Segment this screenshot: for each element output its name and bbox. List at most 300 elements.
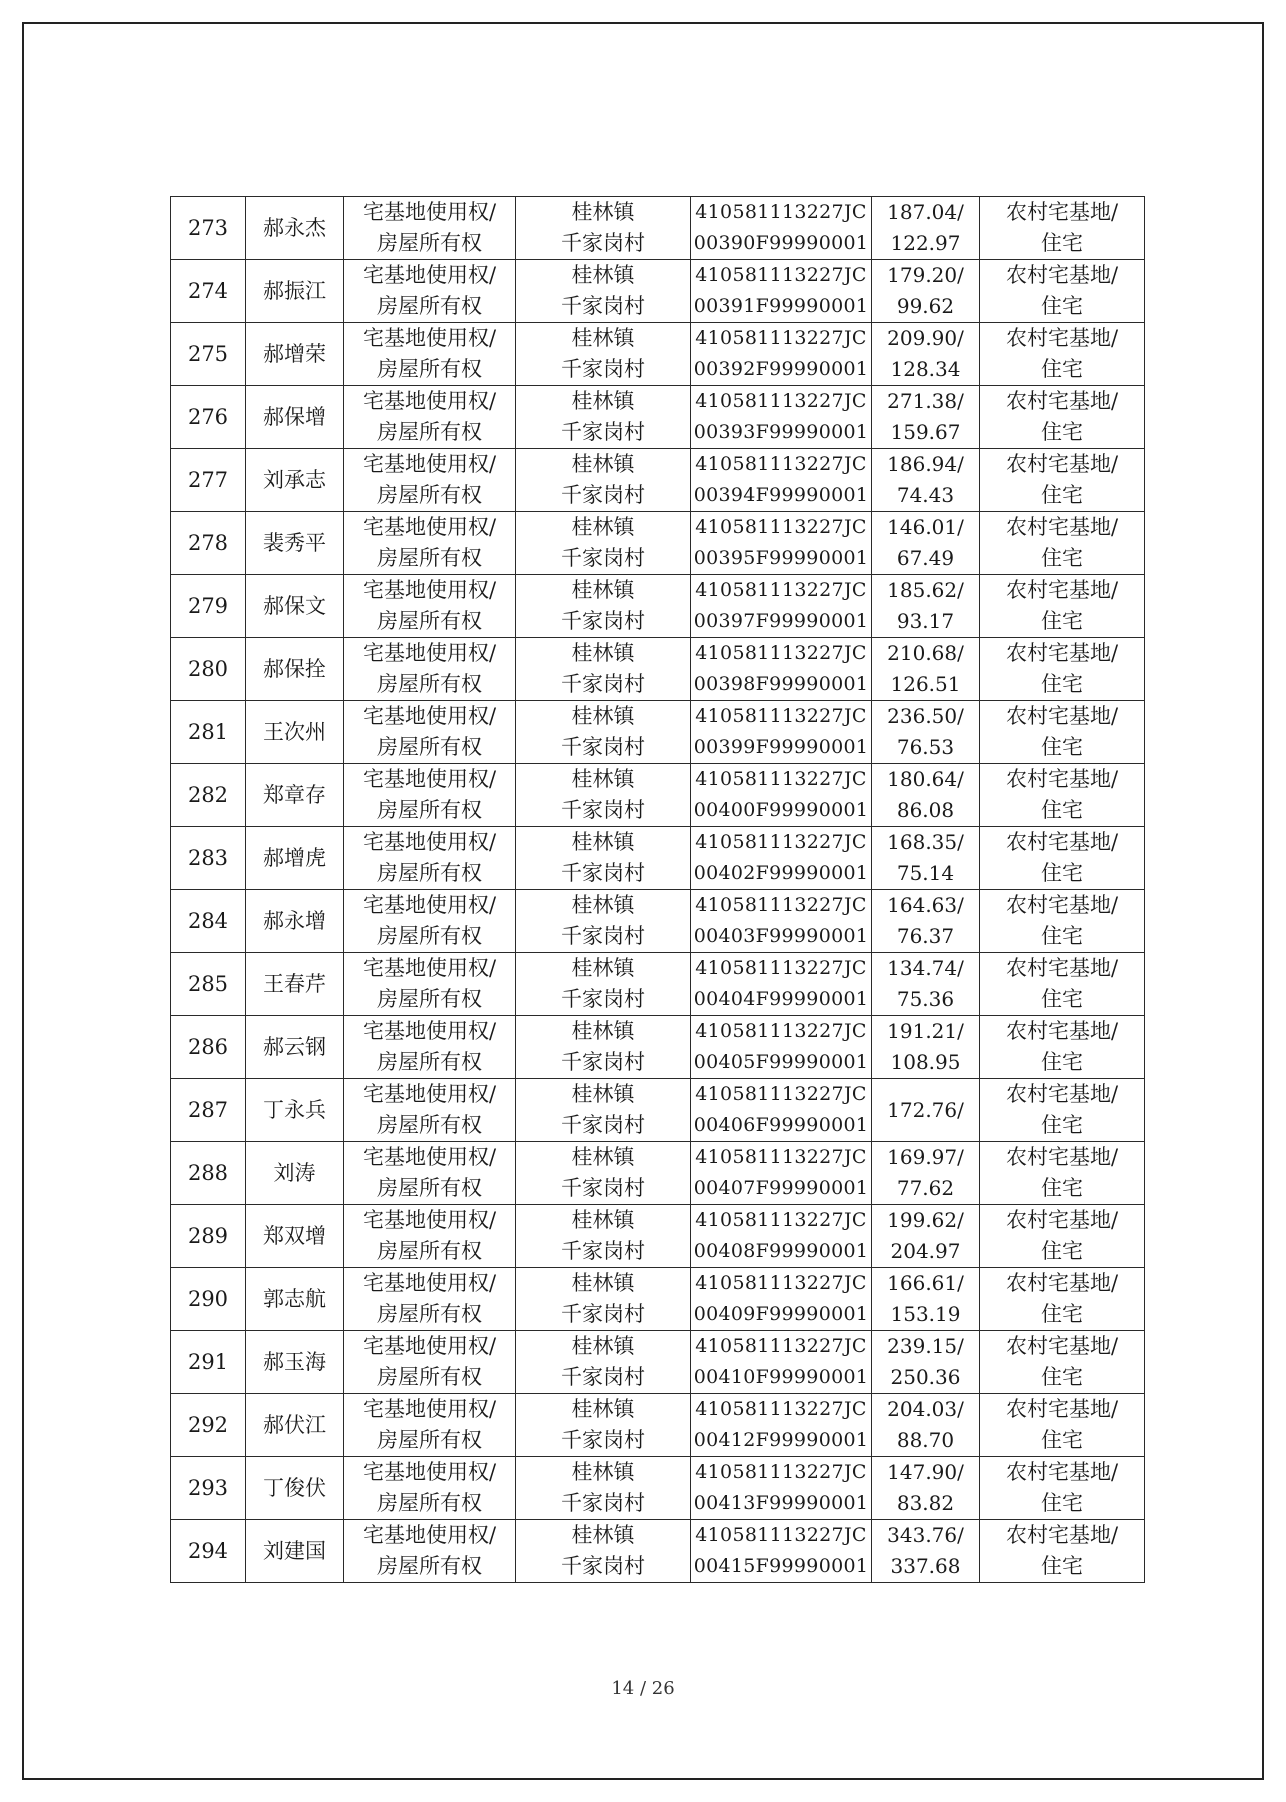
cell-area <box>872 575 980 638</box>
cell-location-text: 桂林镇 <box>571 1523 635 1547</box>
cell-usage-text: 住宅 <box>1041 546 1083 570</box>
cell-area-text: 75.14 <box>896 861 955 885</box>
cell-number-text: 274 <box>187 278 229 303</box>
table-row <box>171 638 1145 701</box>
cell-usage-text: 住宅 <box>1041 798 1083 822</box>
cell-unit-code-text: 410581113227JC <box>695 579 867 601</box>
table-row <box>171 764 1145 827</box>
table-row <box>171 1457 1145 1520</box>
cell-usage <box>980 575 1145 638</box>
cell-name-text: 王次州 <box>263 719 326 744</box>
cell-area-text: 166.61/ <box>887 1271 964 1295</box>
cell-unit-code-text: 410581113227JC <box>695 957 867 979</box>
cell-name <box>246 1394 344 1457</box>
cell-location <box>516 1268 691 1331</box>
cell-name-text: 郝永杰 <box>263 215 326 240</box>
table-row <box>171 1016 1145 1079</box>
cell-right-type-text: 宅基地使用权/ <box>362 578 497 602</box>
cell-right-type <box>344 764 516 827</box>
cell-right-type <box>344 575 516 638</box>
cell-usage-text: 农村宅基地/ <box>1005 956 1119 980</box>
cell-location-text: 桂林镇 <box>571 704 635 728</box>
cell-number-text: 288 <box>187 1160 229 1185</box>
cell-right-type <box>344 449 516 512</box>
cell-area-text: 147.90/ <box>887 1460 964 1484</box>
cell-area-text: 134.74/ <box>887 956 964 980</box>
cell-right-type-text: 宅基地使用权/ <box>362 1019 497 1043</box>
cell-location-text: 桂林镇 <box>571 767 635 791</box>
cell-usage <box>980 827 1145 890</box>
cell-unit-code-text: 00393F99990001 <box>693 421 869 443</box>
cell-unit-code-text: 410581113227JC <box>695 768 867 790</box>
cell-number-text: 282 <box>187 782 229 807</box>
cell-number <box>171 764 246 827</box>
cell-usage-text: 住宅 <box>1041 987 1083 1011</box>
cell-area <box>872 197 980 260</box>
cell-usage-text: 住宅 <box>1041 357 1083 381</box>
cell-name-text: 郝保增 <box>263 404 326 429</box>
cell-usage-text: 农村宅基地/ <box>1005 1082 1119 1106</box>
cell-area-text: 210.68/ <box>887 641 964 665</box>
table-row <box>171 449 1145 512</box>
cell-area <box>872 1142 980 1205</box>
cell-unit-code <box>691 1457 872 1520</box>
cell-usage <box>980 638 1145 701</box>
cell-area-text: 76.37 <box>896 924 955 948</box>
cell-number-text: 273 <box>187 215 229 240</box>
cell-name <box>246 701 344 764</box>
cell-right-type <box>344 1079 516 1142</box>
cell-name <box>246 1331 344 1394</box>
cell-location-text: 桂林镇 <box>571 389 635 413</box>
cell-usage-text: 农村宅基地/ <box>1005 1208 1119 1232</box>
table-row <box>171 1142 1145 1205</box>
table-row <box>171 1394 1145 1457</box>
cell-number <box>171 1394 246 1457</box>
cell-usage-text: 农村宅基地/ <box>1005 515 1119 539</box>
cell-area-text: 186.94/ <box>887 452 964 476</box>
cell-unit-code-text: 410581113227JC <box>695 327 867 349</box>
cell-right-type-text: 宅基地使用权/ <box>362 452 497 476</box>
cell-area-text: 83.82 <box>896 1491 955 1515</box>
cell-usage <box>980 953 1145 1016</box>
cell-right-type-text: 宅基地使用权/ <box>362 641 497 665</box>
cell-location-text: 桂林镇 <box>571 263 635 287</box>
cell-usage <box>980 1394 1145 1457</box>
cell-location <box>516 575 691 638</box>
cell-unit-code <box>691 638 872 701</box>
cell-usage-text: 住宅 <box>1041 231 1083 255</box>
table-row <box>171 575 1145 638</box>
cell-location-text: 桂林镇 <box>571 1397 635 1421</box>
cell-unit-code-text: 00406F99990001 <box>693 1114 869 1136</box>
cell-right-type-text: 宅基地使用权/ <box>362 1334 497 1358</box>
cell-number <box>171 323 246 386</box>
cell-name <box>246 1142 344 1205</box>
cell-location <box>516 1457 691 1520</box>
cell-number-text: 279 <box>187 593 229 618</box>
cell-number <box>171 1205 246 1268</box>
cell-location-text: 千家岗村 <box>561 1365 645 1389</box>
cell-location <box>516 260 691 323</box>
table-body <box>171 197 1145 1583</box>
cell-right-type-text: 房屋所有权 <box>377 1554 482 1578</box>
cell-usage <box>980 1268 1145 1331</box>
table-row <box>171 827 1145 890</box>
cell-name-text: 郝增虎 <box>263 845 326 870</box>
cell-right-type <box>344 1268 516 1331</box>
cell-right-type-text: 宅基地使用权/ <box>362 263 497 287</box>
cell-location-text: 桂林镇 <box>571 326 635 350</box>
cell-number <box>171 701 246 764</box>
cell-area <box>872 1520 980 1583</box>
cell-area-text: 179.20/ <box>887 263 964 287</box>
cell-number <box>171 1079 246 1142</box>
cell-location-text: 桂林镇 <box>571 1460 635 1484</box>
cell-location <box>516 701 691 764</box>
cell-location-text: 千家岗村 <box>561 1491 645 1515</box>
cell-right-type-text: 房屋所有权 <box>377 1491 482 1515</box>
cell-area <box>872 1268 980 1331</box>
cell-right-type-text: 房屋所有权 <box>377 1176 482 1200</box>
cell-unit-code <box>691 449 872 512</box>
cell-unit-code-text: 00408F99990001 <box>693 1240 869 1262</box>
cell-location <box>516 1520 691 1583</box>
cell-area-text: 250.36 <box>890 1365 961 1389</box>
cell-right-type-text: 房屋所有权 <box>377 735 482 759</box>
cell-name-text: 郝保拴 <box>263 656 326 681</box>
cell-usage <box>980 764 1145 827</box>
cell-right-type <box>344 1394 516 1457</box>
cell-number <box>171 197 246 260</box>
cell-right-type <box>344 1331 516 1394</box>
cell-name <box>246 1268 344 1331</box>
cell-name <box>246 953 344 1016</box>
table-row <box>171 953 1145 1016</box>
cell-location-text: 桂林镇 <box>571 641 635 665</box>
cell-unit-code-text: 00415F99990001 <box>693 1555 869 1577</box>
cell-right-type-text: 宅基地使用权/ <box>362 1460 497 1484</box>
cell-unit-code-text: 410581113227JC <box>695 831 867 853</box>
cell-area <box>872 512 980 575</box>
cell-right-type <box>344 197 516 260</box>
table-row <box>171 890 1145 953</box>
cell-area-text: 108.95 <box>890 1050 961 1074</box>
cell-usage-text: 住宅 <box>1041 1239 1083 1263</box>
cell-name <box>246 260 344 323</box>
cell-right-type <box>344 1142 516 1205</box>
table-row <box>171 1079 1145 1142</box>
cell-right-type-text: 宅基地使用权/ <box>362 515 497 539</box>
cell-right-type <box>344 701 516 764</box>
cell-area-text: 99.62 <box>896 294 955 318</box>
cell-right-type-text: 宅基地使用权/ <box>362 956 497 980</box>
cell-right-type <box>344 1205 516 1268</box>
cell-area-text: 199.62/ <box>887 1208 964 1232</box>
cell-number <box>171 386 246 449</box>
cell-right-type-text: 宅基地使用权/ <box>362 1523 497 1547</box>
table-row <box>171 1520 1145 1583</box>
cell-number <box>171 260 246 323</box>
cell-area <box>872 323 980 386</box>
cell-area <box>872 953 980 1016</box>
cell-usage-text: 住宅 <box>1041 1176 1083 1200</box>
cell-location-text: 千家岗村 <box>561 231 645 255</box>
cell-name <box>246 575 344 638</box>
cell-usage-text: 农村宅基地/ <box>1005 893 1119 917</box>
cell-number-text: 289 <box>187 1223 229 1248</box>
cell-usage-text: 住宅 <box>1041 735 1083 759</box>
cell-right-type <box>344 827 516 890</box>
cell-number-text: 276 <box>187 404 229 429</box>
cell-location-text: 千家岗村 <box>561 1113 645 1137</box>
table-row <box>171 197 1145 260</box>
cell-unit-code <box>691 1331 872 1394</box>
cell-name-text: 裴秀平 <box>263 530 326 555</box>
cell-right-type-text: 宅基地使用权/ <box>362 389 497 413</box>
cell-area <box>872 449 980 512</box>
cell-usage-text: 农村宅基地/ <box>1005 1460 1119 1484</box>
cell-right-type-text: 宅基地使用权/ <box>362 326 497 350</box>
cell-right-type-text: 房屋所有权 <box>377 1113 482 1137</box>
cell-right-type <box>344 638 516 701</box>
cell-unit-code <box>691 1016 872 1079</box>
cell-unit-code-text: 00403F99990001 <box>693 925 869 947</box>
cell-unit-code-text: 00398F99990001 <box>693 673 869 695</box>
cell-area-text: 77.62 <box>896 1176 955 1200</box>
cell-right-type <box>344 1016 516 1079</box>
cell-right-type-text: 宅基地使用权/ <box>362 893 497 917</box>
cell-location <box>516 1016 691 1079</box>
cell-unit-code-text: 00391F99990001 <box>693 295 869 317</box>
cell-area-text: 75.36 <box>896 987 955 1011</box>
cell-location-text: 千家岗村 <box>561 483 645 507</box>
cell-location-text: 千家岗村 <box>561 1176 645 1200</box>
cell-unit-code-text: 00390F99990001 <box>693 232 869 254</box>
cell-right-type-text: 宅基地使用权/ <box>362 1082 497 1106</box>
cell-usage <box>980 449 1145 512</box>
cell-unit-code-text: 410581113227JC <box>695 1146 867 1168</box>
cell-unit-code-text: 410581113227JC <box>695 1272 867 1294</box>
cell-location <box>516 827 691 890</box>
cell-location <box>516 953 691 1016</box>
cell-right-type-text: 房屋所有权 <box>377 987 482 1011</box>
cell-area-text: 337.68 <box>890 1554 961 1578</box>
cell-unit-code-text: 00405F99990001 <box>693 1051 869 1073</box>
cell-unit-code <box>691 323 872 386</box>
cell-location-text: 千家岗村 <box>561 1554 645 1578</box>
cell-location <box>516 197 691 260</box>
cell-area <box>872 1331 980 1394</box>
cell-unit-code <box>691 701 872 764</box>
cell-right-type <box>344 953 516 1016</box>
cell-usage <box>980 1331 1145 1394</box>
cell-right-type <box>344 1520 516 1583</box>
cell-right-type-text: 房屋所有权 <box>377 798 482 822</box>
cell-area <box>872 260 980 323</box>
cell-number-text: 285 <box>187 971 229 996</box>
cell-name <box>246 1079 344 1142</box>
cell-unit-code-text: 410581113227JC <box>695 201 867 223</box>
cell-unit-code <box>691 1205 872 1268</box>
cell-right-type-text: 宅基地使用权/ <box>362 704 497 728</box>
cell-right-type-text: 房屋所有权 <box>377 546 482 570</box>
cell-right-type-text: 房屋所有权 <box>377 861 482 885</box>
cell-unit-code-text: 410581113227JC <box>695 705 867 727</box>
cell-unit-code-text: 00407F99990001 <box>693 1177 869 1199</box>
cell-usage-text: 住宅 <box>1041 861 1083 885</box>
cell-name <box>246 386 344 449</box>
cell-name <box>246 323 344 386</box>
cell-right-type <box>344 1457 516 1520</box>
cell-number <box>171 512 246 575</box>
cell-usage <box>980 323 1145 386</box>
cell-number <box>171 1142 246 1205</box>
cell-usage-text: 住宅 <box>1041 294 1083 318</box>
cell-location-text: 千家岗村 <box>561 798 645 822</box>
cell-unit-code-text: 00395F99990001 <box>693 547 869 569</box>
cell-unit-code-text: 00400F99990001 <box>693 799 869 821</box>
cell-location <box>516 512 691 575</box>
cell-right-type-text: 宅基地使用权/ <box>362 1145 497 1169</box>
cell-usage-text: 住宅 <box>1041 924 1083 948</box>
cell-location <box>516 1205 691 1268</box>
table-row <box>171 1268 1145 1331</box>
cell-name-text: 丁俊伏 <box>263 1475 326 1500</box>
cell-name-text: 郝永增 <box>263 908 326 933</box>
cell-name <box>246 197 344 260</box>
table-row <box>171 1205 1145 1268</box>
cell-right-type-text: 房屋所有权 <box>377 672 482 696</box>
cell-unit-code-text: 00394F99990001 <box>693 484 869 506</box>
cell-unit-code-text: 410581113227JC <box>695 894 867 916</box>
cell-name <box>246 890 344 953</box>
cell-usage-text: 住宅 <box>1041 609 1083 633</box>
cell-location-text: 桂林镇 <box>571 1019 635 1043</box>
cell-right-type <box>344 512 516 575</box>
cell-name <box>246 827 344 890</box>
cell-area-text: 76.53 <box>896 735 955 759</box>
table-row <box>171 260 1145 323</box>
cell-unit-code-text: 00410F99990001 <box>693 1366 869 1388</box>
cell-location-text: 千家岗村 <box>561 987 645 1011</box>
cell-number <box>171 1457 246 1520</box>
cell-right-type-text: 房屋所有权 <box>377 420 482 444</box>
cell-location-text: 千家岗村 <box>561 1428 645 1452</box>
cell-area-text: 122.97 <box>890 231 961 255</box>
cell-name-text: 郝振江 <box>263 278 326 303</box>
cell-area-text: 169.97/ <box>887 1145 964 1169</box>
cell-name <box>246 512 344 575</box>
cell-unit-code-text: 410581113227JC <box>695 390 867 412</box>
cell-usage-text: 农村宅基地/ <box>1005 1145 1119 1169</box>
cell-number-text: 280 <box>187 656 229 681</box>
cell-number-text: 286 <box>187 1034 229 1059</box>
cell-area-text: 74.43 <box>896 483 955 507</box>
cell-unit-code-text: 410581113227JC <box>695 1335 867 1357</box>
cell-name-text: 郝云钢 <box>263 1034 326 1059</box>
cell-usage-text: 农村宅基地/ <box>1005 1334 1119 1358</box>
cell-area-text: 88.70 <box>896 1428 955 1452</box>
cell-usage-text: 农村宅基地/ <box>1005 1523 1119 1547</box>
cell-area-text: 168.35/ <box>887 830 964 854</box>
cell-area-text: 185.62/ <box>887 578 964 602</box>
cell-area <box>872 1394 980 1457</box>
cell-usage-text: 住宅 <box>1041 1491 1083 1515</box>
property-rights-table <box>170 196 1145 1583</box>
cell-number-text: 293 <box>187 1475 229 1500</box>
cell-location <box>516 449 691 512</box>
cell-name <box>246 1205 344 1268</box>
cell-name-text: 丁永兵 <box>263 1097 326 1122</box>
cell-usage-text: 住宅 <box>1041 1050 1083 1074</box>
cell-location-text: 桂林镇 <box>571 1271 635 1295</box>
cell-number <box>171 827 246 890</box>
cell-unit-code-text: 00412F99990001 <box>693 1429 869 1451</box>
cell-area-text: 236.50/ <box>887 704 964 728</box>
cell-number <box>171 449 246 512</box>
cell-area <box>872 827 980 890</box>
cell-name <box>246 449 344 512</box>
cell-location-text: 千家岗村 <box>561 1050 645 1074</box>
cell-location-text: 桂林镇 <box>571 956 635 980</box>
cell-name-text: 郝保文 <box>263 593 326 618</box>
cell-name-text: 郝增荣 <box>263 341 326 366</box>
table-row <box>171 386 1145 449</box>
cell-name-text: 刘涛 <box>273 1160 316 1185</box>
cell-location-text: 桂林镇 <box>571 578 635 602</box>
cell-number-text: 292 <box>187 1412 229 1437</box>
cell-usage <box>980 1079 1145 1142</box>
cell-usage <box>980 701 1145 764</box>
page-number: 14 / 26 <box>611 1678 675 1699</box>
cell-number-text: 281 <box>187 719 229 744</box>
cell-number-text: 294 <box>187 1538 229 1563</box>
cell-usage-text: 农村宅基地/ <box>1005 1019 1119 1043</box>
cell-usage <box>980 260 1145 323</box>
cell-unit-code <box>691 260 872 323</box>
cell-number <box>171 890 246 953</box>
cell-unit-code-text: 410581113227JC <box>695 453 867 475</box>
cell-location <box>516 1142 691 1205</box>
cell-number-text: 287 <box>187 1097 229 1122</box>
cell-unit-code <box>691 953 872 1016</box>
cell-usage-text: 农村宅基地/ <box>1005 830 1119 854</box>
cell-area-text: 172.76/ <box>887 1097 964 1122</box>
cell-usage <box>980 1457 1145 1520</box>
cell-name-text: 郝伏江 <box>263 1412 326 1437</box>
cell-area-text: 126.51 <box>890 672 961 696</box>
cell-usage-text: 农村宅基地/ <box>1005 452 1119 476</box>
cell-right-type-text: 房屋所有权 <box>377 357 482 381</box>
cell-area <box>872 1016 980 1079</box>
cell-unit-code-text: 410581113227JC <box>695 642 867 664</box>
cell-right-type-text: 房屋所有权 <box>377 609 482 633</box>
cell-number-text: 284 <box>187 908 229 933</box>
cell-unit-code <box>691 512 872 575</box>
cell-area-text: 128.34 <box>890 357 961 381</box>
cell-area-text: 191.21/ <box>887 1019 964 1043</box>
cell-name-text: 郭志航 <box>263 1286 326 1311</box>
cell-area-text: 209.90/ <box>887 326 964 350</box>
cell-name-text: 郑章存 <box>263 782 326 807</box>
cell-unit-code-text: 00413F99990001 <box>693 1492 869 1514</box>
cell-area-text: 67.49 <box>896 546 955 570</box>
cell-usage-text: 农村宅基地/ <box>1005 1271 1119 1295</box>
cell-usage <box>980 1520 1145 1583</box>
cell-number <box>171 1331 246 1394</box>
cell-area-text: 159.67 <box>890 420 961 444</box>
